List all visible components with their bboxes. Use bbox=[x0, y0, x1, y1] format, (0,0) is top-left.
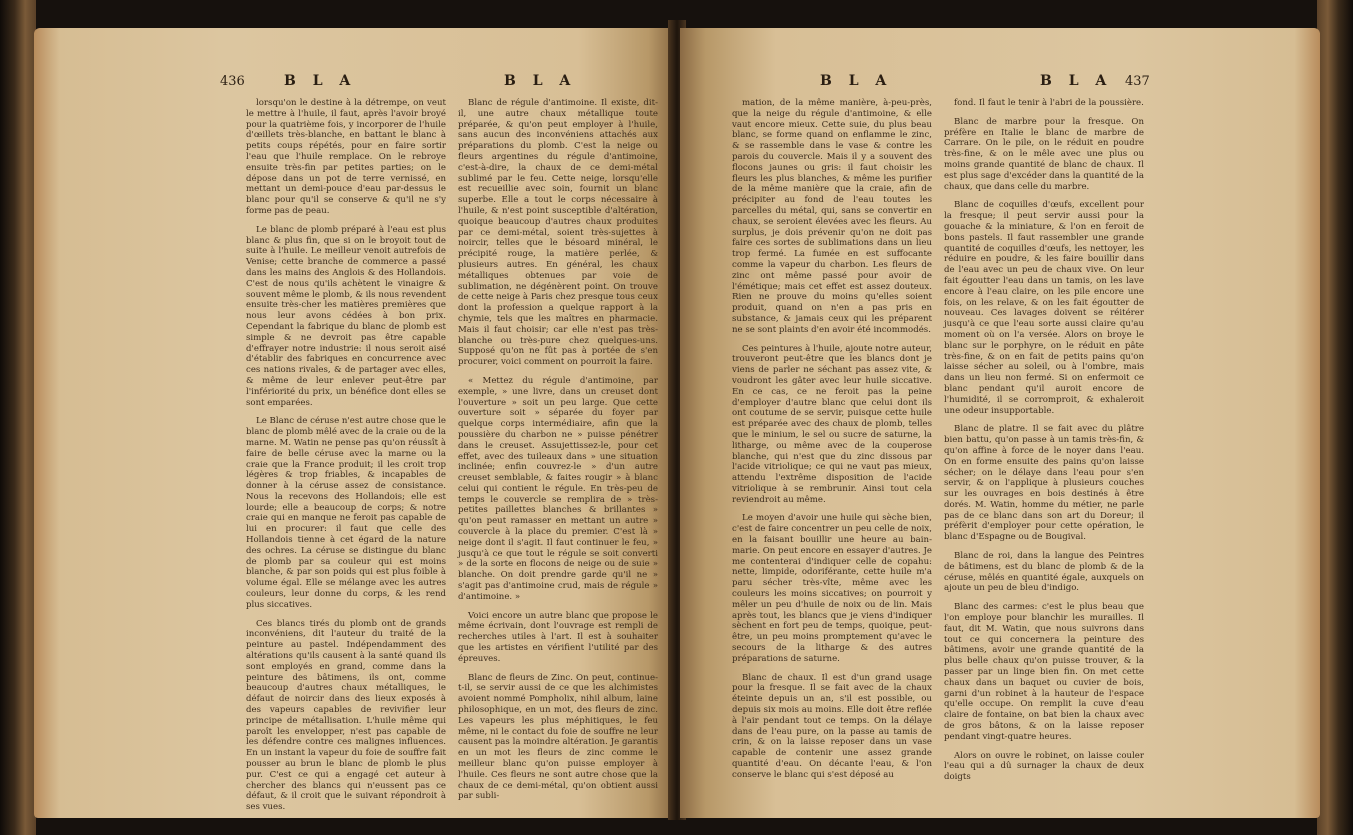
paragraph: mation, de la même manière, à-peu-près, que la neige du régule d'antimoine, & elle vaut encore mieux. Cette suie, du plus beau blanc, se forme quand on enflamme le zinc, & se rassemble dans le vase & contre les parois du couvercle. Mais il y a souvent des flocons jaunes ou gris: il faut choisir les fleurs les plus blanches, & même les purifier de la même manière que la craie, afin de précipiter au fond de l'eau toutes les parcelles du métal, qui, sans se convertir en chaux, se seroient élevées avec les fleurs. Au surplus, je dois prévenir qu'on ne doit pas faire ces sortes de sublimations dans un lieu trop fermé. La fumée en est suffocante comme la vapeur du charbon. Les fleurs de zinc ont même passé pour avoir de l'émétique; mais cet effet est assez douteux. Rien ne prouve du moins qu'elles soient produit, quand on n'en a pas pris en substance, & jamais ceux qui les préparent ne se sont plaints d'en avoir été incommodés. bbox=[732, 98, 932, 335]
right-page-number: 437 bbox=[1125, 74, 1150, 89]
left-page-edges bbox=[0, 0, 36, 835]
right-page-edges bbox=[1317, 0, 1353, 835]
paragraph: Ces peintures à l'huile, ajoute notre auteur, trouveront peut-être que les blancs dont je viens de parler ne séchant pas assez vite, & voudront les gâter avec leur huile siccative. En ce cas, ce ne feroit pas la peine d'employer d'autre blanc que celui dont ils ont coutume de se servir, puisque cette huile est préparée avec des chaux de plomb, telles que le minium, le sel ou sucre de saturne, la litharge, ou même avec de la couperose blanche, qui n'est que du zinc dissous par l'acide vitriolique; ce qui ne vaut pas mieux, attendu l'extrême disposition de l'acide vitriolique à se rembrunir. Ainsi tout cela reviendroit au même. bbox=[732, 343, 932, 505]
paragraph: Blanc de platre. Il se fait avec du plâtre bien battu, qu'on passe à un tamis très-fin, & qu'on affine à force de le noyer dans l'eau. On en forme ensuite des pains qu'on laisse sécher; on le délaye dans l'eau pour s'en servir, & on l'applique à plusieurs couches sur les ouvrages en bois destinés à être dorés. M. Watin, homme du métier, ne parle pas de ce blanc dans son art du Doreur; il préfèrit d'employer pour cette opération, le blanc d'Espagne ou de Bougival. bbox=[944, 424, 1144, 543]
paragraph: fond. Il faut le tenir à l'abri de la poussière. bbox=[954, 98, 1144, 108]
paragraph: Ces blancs tirés du plomb ont de grands inconvéniens, dit l'auteur du traité de la peinture au pastel. Indépendamment des altérations qu'ils causent à la santé quand ils sont employés en grand, comme dans la peinture des bâtimens, ils ont, comme beaucoup d'autres chaux métalliques, le défaut de noircir dans des lieux exposés à des vapeurs capables de revivifier leur principe de métallisation. L'huile même qui paroît les envelopper, n'est pas capable de les défendre contre ces malignes influences. En un instant la vapeur du foie de souffre fait pousser au brun le blanc de plomb le plus pur. C'est ce qui a engagé cet auteur à chercher des blancs qui n'eussent pas ce défaut, & il croit que le suivant répondroit à ses vues. bbox=[246, 618, 446, 813]
paragraph: Blanc de marbre pour la fresque. On préfère en Italie le blanc de marbre de Carrare. On le pile, on le réduit en poudre très-fine, & on le mêle avec une plus ou moins grande quantité de blanc de chaux. Il est plus sage d'excéder dans la quantité de la chaux, que dans celle du marbre. bbox=[944, 116, 1144, 192]
paragraph: Blanc de chaux. Il est d'un grand usage pour la fresque. Il se fait avec de la chaux éteinte depuis un an, s'il est possible, ou depuis six mois au moins. Elle doit être reflée à l'air pendant tout ce temps. On la délaye dans de l'eau pure, on la passe au tamis de crin, & on la laisse reposer dans un vase capable de contenir une assez grande quantité d'eau. On décante l'eau, & l'on conserve le blanc qui s'est déposé au bbox=[732, 672, 932, 780]
paragraph: Blanc des carmes: c'est le plus beau que l'on employe pour blanchir les murailles. Il faut, dit M. Watin, que nous suivrons dans tout ce qui concernera la peinture des bâtimens, avoir une grande quantité de la plus belle chaux qu'on puisse trouver, & la passer par un linge bien fin. On met cette chaux dans un baquet ou cuvier de bois, garni d'un robinet à la hauteur de l'espace qu'elle occupe. On remplit la cuve d'eau claire de fontaine, on bat bien la chaux avec de gros bâtons, & on la laisse reposer pendant vingt-quatre heures. bbox=[944, 602, 1144, 742]
right-running-head: B L A bbox=[820, 73, 893, 89]
paragraph: Blanc de roi, dans la langue des Peintres de bâtimens, est du blanc de plomb & de la céruse, mêlés en quantité égale, auxquels on ajoute un peu de bleu d'indigo. bbox=[944, 551, 1144, 594]
right-running-head-2: B L A bbox=[1040, 73, 1113, 89]
paragraph: Le Blanc de céruse n'est autre chose que le blanc de plomb mêlé avec de la craie ou de la marne. M. Watin ne pense pas qu'on réussît à faire de belle céruse avec la marne ou la craie que la France produit; il les croit trop légères & trop friables, & incapables de donner à la céruse assez de consistance. Nous la recevons des Hollandois; elle est lourde; elle a beaucoup de corps; & notre craie qui en manque ne feroit pas capable de lui en procurer: il faut que celle des Hollandois tienne à cet égard de la nature des ochres. La céruse se distingue du blanc de plomb par sa couleur qui est moins blanche, & par son poids qui est plus foible à volume égal. Elle se mélange avec les autres couleurs, leur donne du corps, & les rend plus siccatives. bbox=[246, 416, 446, 610]
left-column-1 bbox=[246, 98, 446, 818]
left-running-head: B L A bbox=[284, 73, 357, 89]
left-page bbox=[34, 28, 674, 818]
left-page-number: 436 bbox=[220, 74, 245, 89]
paragraph: Blanc de régule d'antimoine. Il existe, dit-il, une autre chaux métallique toute préparée, & qu'on peut employer à l'huile, sans aucun des inconvéniens attachés aux préparations du plomb. C'est la neige ou fleurs argentines du régule d'antimoine, c'est-à-dire, la chaux de ce demi-métal sublimé par le feu. Cette neige, lorsqu'elle est recueillie avec soin, fournit un blanc superbe. Elle a tout le corps nécessaire à l'huile, & n'est point susceptible d'altération, quoique beaucoup d'autres chaux produites par ce demi-métal, soient très-sujettes à noircir, telles que le bésoard minéral, le précipité rouge, la matière perlée, & plusieurs autres. En général, les chaux métalliques obtenues par voie de sublimation, ne dégénèrent point. On trouve de cette neige à Paris chez presque tous ceux dont la profession a quelque rapport à la chymie, tels que les maîtres en pharmacie. Mais il faut choisir; car elle n'est pas très-blanche ou très-pure chez quelques-uns. Supposé qu'on ne fût pas à portée de s'en procurer, voici comment on pourroit la faire. bbox=[458, 98, 658, 368]
left-column-2 bbox=[458, 98, 658, 810]
paragraph: Le moyen d'avoir une huile qui sèche bien, c'est de faire concentrer un peu celle de noix, en la faisant bouillir une heure au bain-marie. On peut encore en essayer d'autres. Je me contenterai d'indiquer celle de copahu: nette, limpide, odoriférante, cette huile m'a paru sécher très-vîte, même avec les couleurs les moins siccatives; on pourroit y mêler un peu d'huile de noix ou de lin. Mais après tout, les blancs que je viens d'indiquer sèchent en fort peu de temps, quoique, peut-être, un peu moins promptement qu'avec le secours de la litharge & des autres préparations de saturne. bbox=[732, 513, 932, 664]
paragraph: lorsqu'on le destine à la détrempe, on veut le mettre à l'huile, il faut, après l'avoir broyé pour la quatrième fois, y incorporer de l'huile d'œillets très-blanche, en battant le blanc à petits coups répétés, pour en faire sortir l'eau que l'huile remplace. On le rebroye ensuite très-fin par petites parties; on le dépose dans un pot de terre vernissé, en mettant un demi-pouce d'eau par-dessus le blanc pour qu'il se conserve & qu'il ne s'y forme pas de peau. bbox=[246, 98, 446, 216]
paragraph: Blanc de coquilles d'œufs, excellent pour la fresque; il peut servir aussi pour la gouache & la miniature, & l'on en feroit de bons pastels. Il faut rassembler une grande quantité de coquilles d'œufs, les nettoyer, les réduire en poudre, & les faire bouillir dans de l'eau avec un peu de chaux vive. On leur fait égoutter l'eau dans un tamis, on les lave encore à l'eau claire, on les pile encore une fois, on les relave, & on les fait égoutter de nouveau. Ces lavages doivent se réitérer jusqu'à ce que l'eau sorte aussi claire qu'au moment où on l'a versée. Alors on broye le blanc sur le porphyre, on le réduit en pâte très-fine, & on en fait de petits pains qu'on laisse sécher au soleil, ou à l'ombre, mais dans un lieu non fermé. Si on enfermoit ce blanc pendant qu'il auroit encore de l'humidité, il se corromproit, & exhaleroit une odeur insupportable. bbox=[944, 200, 1144, 416]
paragraph: Blanc de fleurs de Zinc. On peut, continue-t-il, se servir aussi de ce que les alchimistes avoient nommé Pompholix, nihil album, laine philosophique, en un mot, des fleurs de zinc. Les vapeurs les plus méphitiques, le feu même, ni le contact du foie de souffre ne leur causent pas la moindre altération. Je garantis en un mot les fleurs de zinc comme le meilleur blanc qu'on puisse employer à l'huile. Ces fleurs ne sont autre chose que la chaux de ce demi-métal, qu'on obtient aussi par subli- bbox=[458, 672, 658, 802]
right-page bbox=[680, 28, 1320, 818]
paragraph: Alors on ouvre le robinet, on laisse couler l'eau qui a dû surnager la chaux de deux doigts bbox=[944, 750, 1144, 783]
right-column-1 bbox=[732, 98, 932, 789]
right-column-2 bbox=[944, 98, 1144, 791]
paragraph: « Mettez du régule d'antimoine, par exemple, » une livre, dans un creuset dont l'ouverture » soit un peu large. Que cette ouverture soit » séparée du foyer par quelque corps intermédiaire, afin que la poussière du charbon ne » puisse pénétrer dans le creuset. Assujettissez-le, pour cet effet, avec des tuileaux dans » une situation inclinée; enfin couvrez-le » d'un autre creuset semblable, & faites rougir » à blanc celui qui contient le régule. En très-peu de temps le couvercle se remplira de » très-petites paillettes blanches & brillantes » qu'on peut ramasser en mettant un autre » couvercle à la place du premier. C'est là » neige dont il s'agit. Il faut continuer le feu, » jusqu'à ce que tout le régule se soit converti » de la sorte en flocons de neige ou de suie » blanche. On doit prendre garde qu'il ne » s'agit pas d'antimoine crud, mais de régule » d'antimoine. » bbox=[458, 375, 658, 602]
paragraph: Le blanc de plomb préparé à l'eau est plus blanc & plus fin, que si on le broyoit tout de suite à l'huile. Le meilleur venoit autrefois de Venise; cette branche de commerce a passé dans les mains des Anglois & des Hollandois. C'est de nous qu'ils achètent le vinaigre & souvent même le plomb, & ils nous revendent ensuite très-cher les matières premières que nous leur avons cédées à bon prix. Cependant la fabrique du blanc de plomb est simple & ne devroit pas être capable d'effrayer notre industrie: il nous seroit aisé d'établir des fabriques en concurrence avec ces nations rivales, & de partager avec elles, & même de leur enlever peut-être par l'infériorité du prix, un bénéfice dont elles se sont emparées. bbox=[246, 224, 446, 408]
paragraph: Voici encore un autre blanc que propose le même écrivain, dont l'ouvrage est rempli de recherches utiles à l'art. Il est à souhaiter que les artistes en vérifient l'utilité par des épreuves. bbox=[458, 610, 658, 664]
left-running-head-2: B L A bbox=[504, 73, 577, 89]
